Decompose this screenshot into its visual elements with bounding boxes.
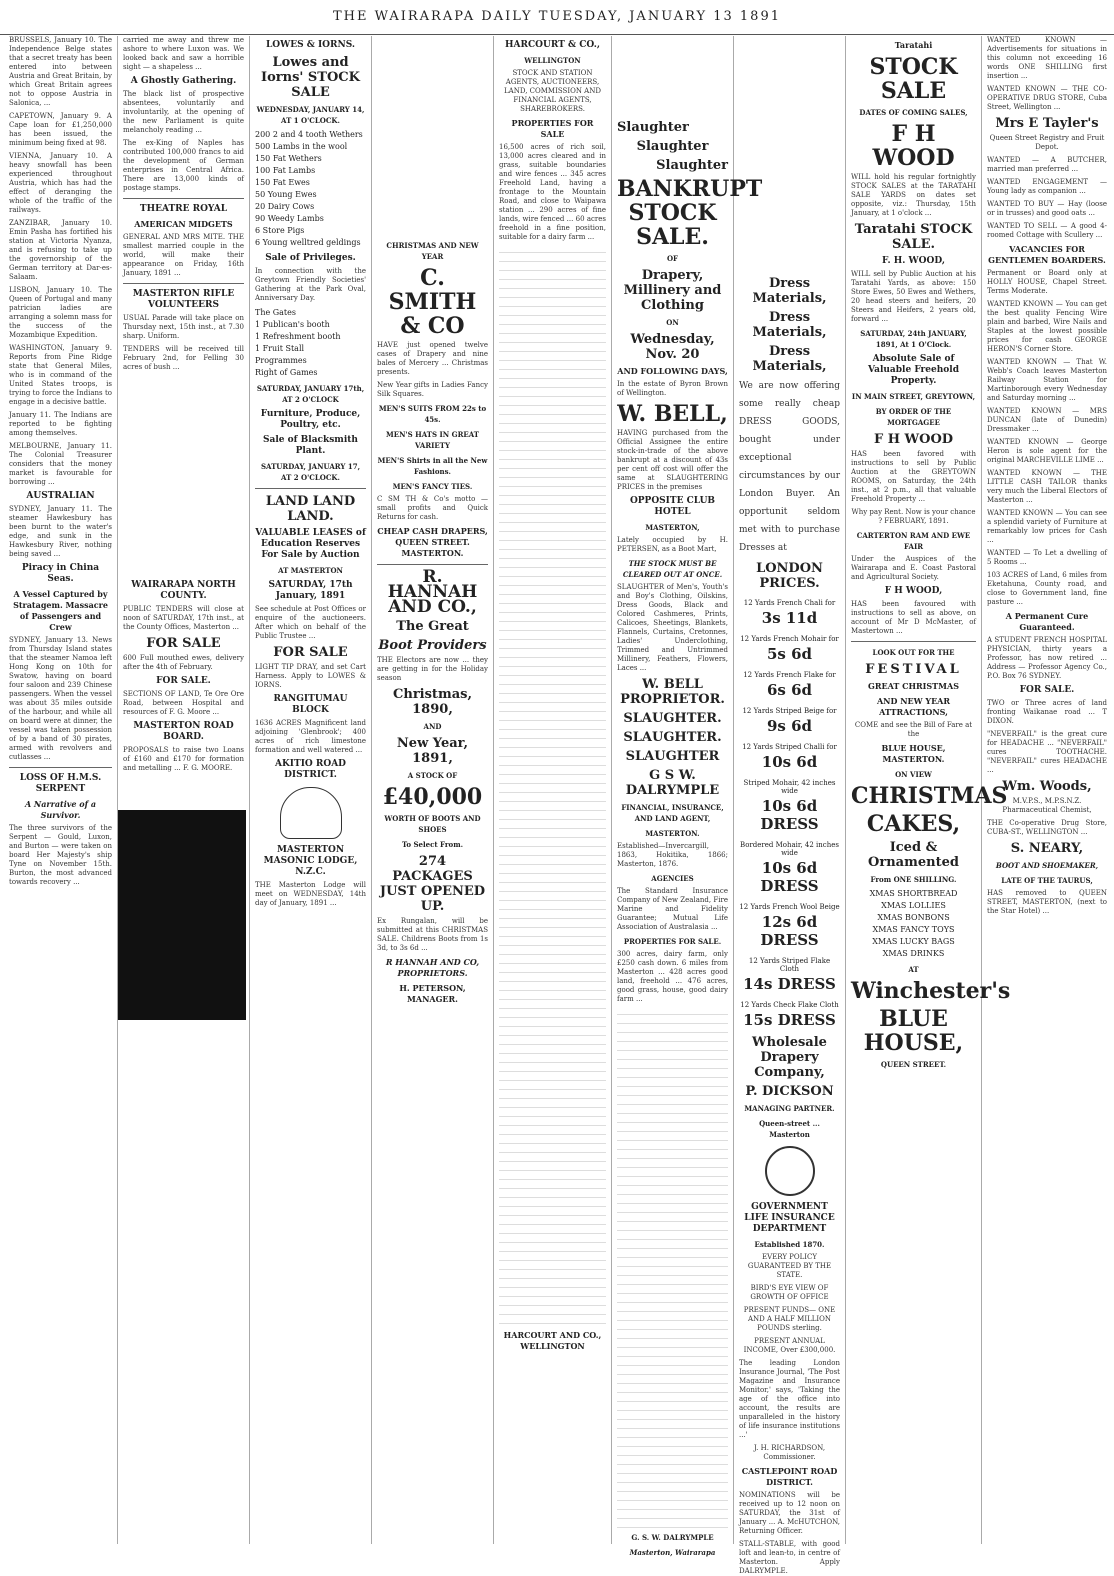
road-board-text: PROPOSALS to raise two Loans of £160 and £170 for formation and metalling ... F. G. MOORE. [123, 746, 244, 772]
column-1 [4, 36, 118, 1544]
blue-house-heading: BLUE HOUSE, [863, 1006, 964, 1056]
on-text: ON [666, 318, 679, 327]
neverfail-text: "NEVERFAIL" is the great cure for HEADACHE ... "NEVERFAIL" cures TOOTHACHE. "NEVERFAIL" cures HEADACHE ... [987, 730, 1107, 774]
list-item: 200 2 and 4 tooth Wethers [255, 130, 363, 139]
govt-text: The leading London Insurance Journal, 'The Post Magazine and Insurance Monitor,' says, 'Taking the age of the office into account, the results are unparalleled in the history of life insurance institutions ...' [739, 1359, 840, 1439]
lodge-text: THE Masterton Lodge will meet on WEDNESDAY, 14th day of January, 1891 ... [255, 881, 366, 907]
list-item: 1 Fruit Stall [255, 344, 305, 353]
price-line: 12 Yards French Flake for [743, 671, 836, 679]
column-6 [612, 36, 763, 1557]
gsw-sub: FINANCIAL, INSURANCE, AND LAND AGENT, [621, 803, 724, 823]
gsw-est: Established—Invercargill, 1863, Hokitika, 1866; Masterton, 1876. [617, 842, 728, 868]
gathering-text: The black list of prospective absentees, voluntarily and involuntarily, at the opening of the new Parliament is quite melancholy reading ... [123, 90, 244, 134]
furniture-heading: Furniture, Produce, Poultry, etc. [260, 409, 361, 430]
holiday-heading: Christmas, 1890, [393, 687, 472, 717]
price-value: 10s 6d [761, 753, 818, 771]
volunteers-text: USUAL Parade will take place on Thursday next, 15th inst., at 7.30 sharp. Uniform. [123, 314, 244, 340]
privileges-list [255, 307, 366, 379]
list-item: 100 Fat Lambs [255, 166, 316, 175]
road-board-heading: MASTERTON ROAD BOARD. [133, 721, 234, 742]
bankrupt-heading: BANKRUPT STOCK SALE. [617, 176, 763, 250]
neary-late: LATE OF THE TAURUS, [1001, 876, 1093, 885]
agencies-text: The Standard Insurance Company of New Zealand, Fire Marine and Fidelity Guarantee; Mutual Life Association of Australasia ... [617, 887, 728, 931]
woods-name: Wm. Woods, [1002, 779, 1092, 794]
list-item: 1 Publican's booth [255, 320, 330, 329]
properties-list: 300 acres, dairy farm, only £250 cash down. 6 miles from Masterton ... 428 acres good land, freehold ... 476 acres, good grass, house, good dairy farm ... [617, 950, 728, 1003]
column-4 [372, 36, 494, 1544]
smith-motto: C SM TH & Co's motto — small profits and Quick Returns for cash. [377, 495, 488, 521]
sale-heading: FOR SALE. [1019, 685, 1075, 695]
proprietor-heading: W. BELL PROPRIETOR. [620, 677, 725, 707]
woods-sub: M.V.P.S., M.P.S.N.Z. Pharmaceutical Chemist, [1002, 797, 1092, 814]
following-days: AND FOLLOWING DAYS, [617, 366, 728, 376]
lodge-heading: MASTERTON MASONIC LODGE, N.Z.C. [263, 845, 358, 877]
slaughter-1: Slaughter [617, 120, 689, 135]
serpent-subheading: A Narrative of a Survivor. [24, 799, 97, 820]
gsw-footer-place: Masterton, Wairarapa [629, 1548, 716, 1557]
list-item: XMAS DRINKS [882, 949, 945, 958]
divider [9, 767, 112, 768]
price-value: 15s DRESS [743, 1011, 836, 1029]
price-list [739, 599, 840, 1029]
stock-sub: WORTH OF BOOTS AND SHOES [384, 814, 481, 834]
packages-heading: 274 PACKAGES JUST OPENED UP. [379, 854, 486, 914]
festival-heading: FESTIVAL [865, 662, 962, 677]
list-item: The Gates [255, 308, 296, 317]
slaughter-a: SLAUGHTER. [623, 711, 722, 726]
serpent-text: The three survivors of the Serpent — Gould, Luxon, and Burton — were taken on board Her Majesty's ship Tyne on November 15th. Burton, the most advanced towards recovery ... [9, 824, 112, 886]
bell-text: HAVING purchased from the Official Assignee the entire stock-in-trade of the above bankrupt at a discount of 43s per cent off cost will offer the same at SLAUGHTERING PRICES in the premises [617, 429, 728, 491]
carterton-text: Under the Auspices of the Wairarapa and E. Coast Pastoral and Agricultural Society. [851, 555, 976, 581]
agencies-props: PROPERTIES FOR SALE. [623, 937, 722, 946]
list-item: Right of Games [255, 368, 318, 377]
stock-sale-heading: Lowes and Iorns' STOCK SALE [261, 55, 360, 100]
company-place: Queen-street ... Masterton [759, 1119, 820, 1139]
akitio-heading: AKITIO ROAD DISTRICT. [274, 759, 346, 780]
gsw-place: MASTERTON. [645, 829, 700, 838]
redacted-space [123, 376, 244, 576]
theatre-subheading: AMERICAN MIDGETS [134, 219, 233, 229]
news-item: ZANZIBAR, January 10. Emin Pasha has fortified his station at Victoria Nyanza, and is refusing to take up the governorship of the German territory at Dar-es-Salaam. [9, 219, 112, 281]
freehold-name: F H WOOD [873, 432, 954, 447]
land-place: AT MASTERTON [278, 566, 343, 575]
wanted-ad: WANTED ENGAGEMENT — Young lady as companion ... [987, 178, 1107, 195]
news-item: January 11. The Indians are reported to be fighting among themselves. [9, 411, 112, 437]
neary-heading: S. NEARY, [1010, 841, 1084, 856]
dress-materials-3: Dress Materials, [752, 344, 827, 374]
news-list [9, 36, 112, 487]
masthead: THE WAIRARAPA DAILY TUESDAY, JANUARY 13 1891 [0, 0, 1114, 35]
price-value: 9s 6d [766, 717, 813, 735]
bell-heading: W. BELL, [617, 401, 728, 427]
price-line: Bordered Mohair, 42 inches wide [740, 841, 839, 857]
govt-income: PRESENT ANNUAL INCOME, Over £300,000. [743, 1337, 836, 1354]
intro-text: We are now offering some really cheap DRESS GOODS, bought under exceptional circumstances by our London Buyer. An opportunit seldom met with to purchase Dresses at [739, 381, 840, 553]
holiday-heading2: New Year, 1891, [396, 736, 469, 766]
neary-text: HAS removed to QUEEN STREET, MASTERTON, (next to the Star Hotel) ... [987, 889, 1107, 915]
cleared-text: THE STOCK MUST BE CLEARED OUT AT ONCE. [622, 559, 723, 579]
cakes-sub: Iced & Ornamented [868, 840, 959, 870]
wanted-ad: WANTED KNOWN — THE LITTLE CASH TAILOR thanks very much the Liberal Electors of Masterton ... [987, 469, 1107, 504]
properties-text: 16,500 acres of rich soil, 13,000 acres cleared and in grass, suitable boundaries and wire fences ... 345 acres Freehold Land, having a frontage to the Mountain Road, and close to Waipawa station ... 290 acres of fine lands, wire fenced ... 60 acres freehold in a fine position, suitable for a dairy farm ... [499, 143, 606, 241]
cakes-price: From ONE SHILLING. [870, 875, 957, 884]
blue-house-place: QUEEN STREET. [880, 1060, 947, 1069]
select-text: To Select From. [401, 840, 464, 849]
land-date: SATURDAY, 17th January, 1891 [268, 580, 353, 601]
list-text: Ex Rungalan, will be submitted at this CHRISTMAS SALE. Childrens Boots from 1s 3d, to 3s 6d ... [377, 917, 488, 952]
news-item: VIENNA, January 10. A heavy snowfall has been experienced throughout Austria, which has had the effect of deranging the whole of the traffic of the railways. [9, 152, 112, 214]
stock2-name: F. H. WOOD, [882, 256, 945, 266]
list-item: 150 Fat Wethers [255, 154, 322, 163]
dress-materials-1: Dress Materials, [752, 276, 827, 306]
forsale-text: LIGHT TIP DRAY, and set Cart Harness. Apply to LOWES & IORNS. [255, 663, 366, 689]
land-heading: LAND LAND LAND. [265, 494, 356, 524]
carterton-heading: CARTERTON RAM AND EWE FAIR [856, 531, 971, 551]
piracy-subheading: A Vessel Captured by Stratagem. Massacre of Passengers and Crew [13, 589, 108, 632]
land-subheading: VALUABLE LEASES of Education Reserves For Sale by Auction [255, 528, 366, 560]
divider [255, 488, 366, 489]
divider [377, 564, 488, 565]
stock-intro: A STOCK OF [407, 771, 458, 780]
festival-house: BLUE HOUSE, MASTERTON. [881, 743, 946, 764]
slaughter-3: Slaughter [656, 158, 728, 173]
price-line: 12 Yards Striped Flake Cloth [748, 957, 831, 973]
govt-growth: BIRD'S EYE VIEW OF GROWTH OF OFFICE [750, 1284, 829, 1301]
govt-heading: GOVERNMENT LIFE INSURANCE DEPARTMENT [744, 1202, 835, 1234]
smith-hats: MEN'S HATS IN GREAT VARIETY [386, 430, 479, 450]
news-item: WASHINGTON, January 9. Reports from Pine Ridge state that General Miles, who is in command of the United States troops, is trying to force the Indians to engage in a decisive battle. [9, 344, 112, 406]
forsale2-text: SECTIONS OF LAND, Te Ore Ore Road, between Hospital and resources of F. G. Moore ... [123, 690, 244, 716]
list-item: 6 Store Pigs [255, 226, 305, 235]
list-item: 50 Young Ewes [255, 190, 317, 199]
wanted-ad: WANTED KNOWN — George Heron is sole agent for the original MARCHEVILLE LIME ... [987, 438, 1107, 464]
riding-text: PUBLIC TENDERS will close at noon of SATURDAY, 17th inst., at the County Offices, Masterton ... [123, 605, 244, 631]
freehold-text: HAS been favored with instructions to sell by Public Auction at the GREYTOWN ROOMS, on Saturday, the 24th inst., at 2 p.m., all that valuable Freehold Property ... [851, 450, 976, 503]
volunteers-heading: MASTERTON RIFLE VOLUNTEERS [132, 289, 235, 310]
cure-text: A STUDENT FRENCH HOSPITAL PHYSICIAN, thirty years a Professor, has now retired ... Address — Professor Agency Co., P.O. Box 76 SYDNEY. [987, 636, 1107, 680]
price-value: 14s DRESS [743, 975, 836, 993]
govt-est: Established 1870. [754, 1240, 825, 1249]
hannah-text: THE Electors are now ... they are getting in for the Holiday season [377, 656, 488, 682]
price-value: 3s 11d [761, 609, 818, 627]
registry-sub: Queen Street Registry and Fruit Depot. [989, 134, 1105, 151]
column-9 [982, 36, 1112, 1544]
castlepoint-text: NOMINATIONS will be received up to 12 noon on SATURDAY, the 31st of January ... A. McHUTCHON, Returning Officer. [739, 1491, 840, 1535]
carterton-text2: HAS been favoured with instructions to sell as above, on account of Mr D McMaster, of Mastertown ... [851, 600, 976, 635]
price-value: 10s 6d DRESS [760, 859, 819, 895]
estate-text: In the estate of Byron Brown of Wellington. [617, 380, 728, 397]
freehold-order: BY ORDER OF THE MORTGAGEE [875, 407, 952, 427]
gsw-footer-name: G. S. W. DALRYMPLE [631, 1533, 714, 1542]
block-text: 1636 ACRES Magnificent land adjoining 'Glenbrook'; 400 acres of rich limestone formation and well watered ... [255, 719, 366, 754]
divider [123, 283, 244, 284]
wanted-ad: WANTED KNOWN — You can see a splendid variety of Furniture at remarkably low prices for Cash ... [987, 509, 1107, 544]
smith-heading: C. SMITH & CO [388, 265, 477, 339]
slaughter-2: Slaughter [636, 139, 709, 154]
occupied-text: Lately occupied by H. PETERSEN, as a Boot Mart, [617, 536, 728, 553]
woods-text: THE Co-operative Drug Store, CUBA-ST., WELLINGTON ... [987, 819, 1107, 836]
price-line: 12 Yards Striped Challi for [742, 743, 837, 751]
masonic-emblem-icon [280, 787, 342, 839]
serpent-heading: LOSS OF H.M.S. SERPENT [19, 773, 102, 794]
naples-item: The ex-King of Naples has contributed 100,000 francs to aid the development of German enterprises in Central Africa. There are 13,000 kinds of postage stamps. [123, 139, 244, 192]
london-prices-heading: LONDON PRICES. [756, 561, 823, 591]
forsale-text: 600 Full mouthed ewes, delivery after the 4th of February. [123, 654, 244, 671]
theatre-text: GENERAL AND MRS MITE. THE smallest married couple in the world, will make their appearance on Friday, 16th January, 1891 ... [123, 233, 244, 277]
column-8 [846, 36, 1011, 1544]
forsale2-heading: FOR SALE. [156, 676, 211, 686]
stock-text: SLAUGHTER of Men's, Youth's and Boy's Clothing, Oilskins, Dress Goods, Black and Colored Cashmeres, Prints, Calicoes, Sheetings, Blankets, Flannels, Curtains, Cretonnes, Ladies' Underclothing, Trimmed and Untrimmed Millinery, Feathers, Flowers, Laces ... [617, 583, 728, 672]
firm-name: LOWES & IORNS. [265, 40, 356, 50]
land-text: See schedule at Post Offices or enquire of the auctioneers. After which on behalf of the Public Trustee ... [255, 605, 366, 640]
sale-text: TWO or Three acres of land fronting Waikanae road ... T DIXON. [987, 699, 1107, 725]
manager-footer: H. PETERSON, MANAGER. [399, 983, 466, 1004]
forsale-heading: FOR SALE [273, 645, 348, 660]
price-line: 12 Yards French Wool Beige [739, 903, 840, 911]
list-item: XMAS SHORTBREAD [869, 889, 958, 898]
list-item: 20 Dairy Cows [255, 202, 315, 211]
carterton-name: F H WOOD, [884, 586, 943, 596]
stock2-date: SATURDAY, 24th JANUARY, 1891, At 1 O'Clock. [860, 329, 967, 349]
list-item: XMAS LUCKY BAGS [872, 937, 955, 946]
registry-heading: Mrs E Tayler's [995, 116, 1099, 131]
news-item: MELBOURNE, January 11. The Colonial Treasurer considers that the money market is favourable for borrowing ... [9, 442, 112, 486]
wanted-ad: WANTED TO SELL — A good 4-roomed Cottage with Scullery ... [987, 222, 1107, 239]
redacted-block [118, 810, 246, 1020]
coming-sales: DATES OF COMING SALES, [859, 108, 968, 117]
list-item: XMAS LOLLIES [881, 901, 946, 910]
stock-sale-date: WEDNESDAY, JANUARY 14, AT 1 O'CLOCK. [256, 105, 365, 125]
price-line: Striped Mohair, 42 inches wide [743, 779, 836, 795]
govt-funds: PRESENT FUNDS— ONE AND A HALF MILLION POUNDS sterling. [743, 1306, 836, 1332]
privileges-date: SATURDAY, JANUARY 17th, AT 2 O'CLOCK [256, 384, 365, 404]
company-heading: Wholesale Drapery Company, [752, 1035, 827, 1080]
forsale-heading: FOR SALE [146, 636, 221, 651]
riding-heading: WAIRARAPA NORTH COUNTY. [131, 580, 236, 601]
xmas-heading: CHRISTMAS AND NEW YEAR [386, 241, 479, 261]
price-value: 12s 6d DRESS [760, 913, 819, 949]
date-heading: Wednesday, Nov. 20 [630, 332, 715, 362]
price-line: 12 Yards French Chali for [743, 599, 836, 607]
divider [851, 641, 976, 642]
stock-amount: £40,000 [382, 784, 483, 810]
list-item: 150 Fat Ewes [255, 178, 310, 187]
column-3 [250, 36, 372, 1544]
price-value: 10s 6d DRESS [760, 797, 819, 833]
wanted-ad: WANTED KNOWN — You can get the best quality Fencing Wire plain and barbed, Wire Nails and Staples at the lowest possible prices for cash GEORGE HERON'S Corner Store. [987, 300, 1107, 353]
stock-sale-heading: STOCK SALE [869, 54, 958, 104]
cure-heading: A Permanent Cure Guaranteed. [1005, 611, 1089, 632]
winchester-heading: Winchester's [851, 978, 1011, 1004]
theatre-heading: THEATRE ROYAL [139, 204, 228, 214]
festival-sub: GREAT CHRISTMAS [868, 681, 959, 691]
hotel-place: MASTERTON, [645, 523, 700, 532]
harcourt-footer: HARCOURT AND CO., WELLINGTON [503, 1330, 602, 1351]
properties-heading: PROPERTIES FOR SALE [511, 118, 594, 139]
stock-list [255, 129, 366, 249]
price-line: 12 Yards Check Flake Cloth [740, 1001, 839, 1009]
list-item: 90 Weedy Lambs [255, 214, 324, 223]
gathering-heading: A Ghostly Gathering. [130, 76, 237, 86]
hotel-heading: OPPOSITE CLUB HOTEL [629, 496, 716, 517]
privileges-heading: Sale of Privileges. [265, 253, 356, 263]
harcourt-place: WELLINGTON [524, 56, 581, 65]
news-item: CAPETOWN, January 9. A Cape loan for £1,250,000 has been issued, the minimum being fixed at 98. [9, 112, 112, 147]
sydney-item: SYDNEY, January 11. The steamer Hawkesbury has been burnt to the water's edge, and sunk in the Hawkesbury River, nothing being saved ... [9, 505, 112, 558]
piracy-heading: Piracy in China Seas. [21, 563, 100, 584]
stock2-text: WILL sell by Public Auction at his Taratahi Yards, as above: 150 Store Ewes, 50 Ewes and Wethers, 20 head steers and heifers, 20 Steers and Heifers, 2 years old, forward ... [851, 270, 976, 323]
smith-footer: CHEAP CASH DRAPERS, QUEEN STREET. MASTERTON. [377, 526, 488, 558]
block-heading: RANGITUMAU BLOCK [273, 694, 348, 715]
harcourt-sub: STOCK AND STATION AGENTS, AUCTIONEERS, LAND, COMMISSION AND FINANCIAL AGENTS, SHAREBROKERS. [504, 69, 601, 113]
freehold-place: IN MAIN STREET, GREYTOWN, [851, 392, 976, 401]
list-item: 1 Refreshment booth [255, 332, 341, 341]
smith-ties: MEN'S FANCY TIES. [392, 482, 473, 491]
price-line: 12 Yards Striped Beige for [742, 707, 837, 715]
wanted-ad: WANTED KNOWN — THE CO-OPERATIVE DRUG STORE, Cuba Street, Wellington ... [987, 85, 1107, 111]
smith-text2: New Year gifts in Ladies Fancy Silk Squares. [377, 381, 488, 398]
wanted-ad: WANTED — To Let a dwelling of 5 Rooms ... [987, 549, 1107, 566]
slaughter-c: SLAUGHTER [625, 749, 720, 764]
neary-sub: BOOT AND SHOEMAKER, [995, 861, 1099, 870]
holiday-and: AND [423, 722, 442, 731]
castlepoint-heading: CASTLEPOINT ROAD DISTRICT. [741, 1466, 838, 1487]
of-text: OF [666, 254, 679, 263]
price-value: 5s 6d [766, 645, 813, 663]
stock-text: WILL hold his regular fortnightly STOCK SALES at the TARATAHI SALE YARDS on dates set opposite, viz.: Thursday, 15th January, at 1 o'clock ... [851, 173, 976, 217]
vacancies-text: Permanent or Board only at HOLLY HOUSE, Chapel Street. Terms Moderate. [987, 269, 1107, 295]
column-7 [734, 36, 846, 1575]
properties-columns [617, 1008, 728, 1528]
list-item: XMAS BONBONS [877, 913, 950, 922]
slaughter-b: SLAUGHTER. [623, 730, 722, 745]
govt-sign: J. H. RICHARDSON, Commissioner. [753, 1444, 826, 1461]
privileges-text: In connection with the Greytown Friendly Societies' Gathering at the Park Oval, Anniversary Day. [255, 267, 366, 302]
hannah-heading: R. HANNAH AND CO., [387, 567, 478, 617]
price-line: 12 Yards French Mohair for [740, 635, 839, 643]
christmas-heading: CHRISTMAS [851, 783, 1008, 809]
smith-suits: MEN'S SUITS FROM 22s to 45s. [378, 404, 487, 424]
land-ad: 103 ACRES of Land, 6 miles from Eketahuna, County road, and close to Government land, fine pasture ... [987, 571, 1107, 606]
divider [123, 198, 244, 199]
wanted-ad: WANTED KNOWN — Advertisements for situations in this column not exceeding 16 words ONE SHILLING first insertion ... [987, 36, 1107, 80]
government-seal-icon [765, 1146, 815, 1196]
wanted-ad: WANTED TO BUY — Hay (loose or in trusses) and good oats ... [987, 200, 1107, 217]
plant-heading: Sale of Blacksmith Plant. [263, 435, 358, 456]
on-view: ON VIEW [895, 770, 932, 779]
news-item: BRUSSELS, January 10. The Independence Belge states that a secret treaty has been entered into between Austria and Great Britain, by which Great Britain agrees not to oppose Austria in Salonica, ... [9, 36, 112, 107]
price-value: 6s 6d [766, 681, 813, 699]
festival-come: COME and see the Bill of Fare at the [854, 721, 973, 738]
festival-sub2: AND NEW YEAR ATTRACTIONS, [876, 696, 951, 717]
properties-columns [499, 246, 606, 1326]
company-name: P. DICKSON [745, 1084, 834, 1099]
list-item: XMAS FANCY TOYS [872, 925, 955, 934]
wanted-ad: WANTED KNOWN — MRS DUNCAN (late of Dunedin) Dressmaker ... [987, 407, 1107, 433]
agencies-heading: AGENCIES [651, 874, 694, 883]
stock2-heading: Taratahi STOCK SALE. [854, 222, 973, 252]
cakes-heading: CAKES, [866, 811, 961, 837]
story-continuation: carried me away and threw me ashore to where Luxon was. We looked back and saw a horrible sight — a shapeless ... [123, 36, 244, 71]
list-item: 6 Young welltred geldings [255, 238, 361, 247]
plant-date: SATURDAY, JANUARY 17, AT 2 O'CLOCK. [260, 462, 361, 482]
tenders-text: TENDERS will be received till February 2nd, for Felling 30 acres of bush ... [123, 345, 244, 371]
hannah-subheading2: Boot Providers [378, 638, 487, 653]
at-text: AT [908, 965, 919, 974]
hannah-subheading: The Great [396, 619, 469, 634]
festival-lookout: LOOK OUT FOR THE [872, 648, 955, 657]
freehold-heading: Absolute Sale of Valuable Freehold Property. [867, 354, 960, 386]
hannah-footer: R HANNAH AND CO, PROPRIETORS. [385, 957, 480, 978]
dress-materials-2: Dress Materials, [752, 310, 827, 340]
harcourt-heading: HARCOURT & CO., [505, 40, 600, 50]
company-role: MANAGING PARTNER. [744, 1104, 835, 1113]
column-5 [494, 36, 612, 1544]
news-item: LISBON, January 10. The Queen of Portugal and many patrician ladies are arranging a solemn mass for the success of the Mozambique Expedition. [9, 286, 112, 339]
freehold-date: Why pay Rent. Now is your chance ? FEBRUARY, 1891. [851, 508, 976, 525]
wanted-ad: WANTED KNOWN — That W. Webb's Coach leaves Masterton Railway Station for Martinborough every Wednesday and Saturday morning ... [987, 358, 1107, 402]
list-item: 500 Lambs in the wool [255, 142, 348, 151]
stall-text: STALL-STABLE, with good loft and lean-to, in centre of Masterton. Apply DALRYMPLE. [739, 1540, 840, 1575]
vacancies-heading: VACANCIES FOR GENTLEMEN BOARDERS. [988, 244, 1106, 265]
gsw-heading: G S W. DALRYMPLE [625, 768, 720, 798]
fhwood-heading: F H WOOD [872, 121, 955, 171]
xmas-list [851, 888, 976, 960]
wanted-ad: WANTED — A BUTCHER, married man preferred ... [987, 156, 1107, 173]
australian-heading: AUSTRALIAN [26, 491, 95, 501]
smith-text: HAVE just opened twelve cases of Drapery and nine bales of Mercery ... Christmas presents. [377, 341, 488, 376]
goods-heading: Drapery, Millinery and Clothing [623, 268, 722, 313]
column-2 [118, 36, 250, 1544]
smith-shirts: MEN'S Shirts in all the New Fashions. [377, 456, 488, 476]
list-item: Programmes [255, 356, 307, 365]
govt-guarantee: EVERY POLICY GUARANTEED BY THE STATE. [747, 1253, 832, 1279]
piracy-text: SYDNEY, January 13. News from Thursday Island states that the steamer Namoa left Hong Kong on 10th for Swatow, having on board four saloon and 239 Chinese passengers. When the vessel was about 35 miles outside of the harbour, and while all on board were at dinner, the vessel was taken possession of by a band of 30 pirates, armed with revolvers and cutlasses ... [9, 636, 112, 761]
taratahi-label: Taratahi [894, 40, 933, 50]
